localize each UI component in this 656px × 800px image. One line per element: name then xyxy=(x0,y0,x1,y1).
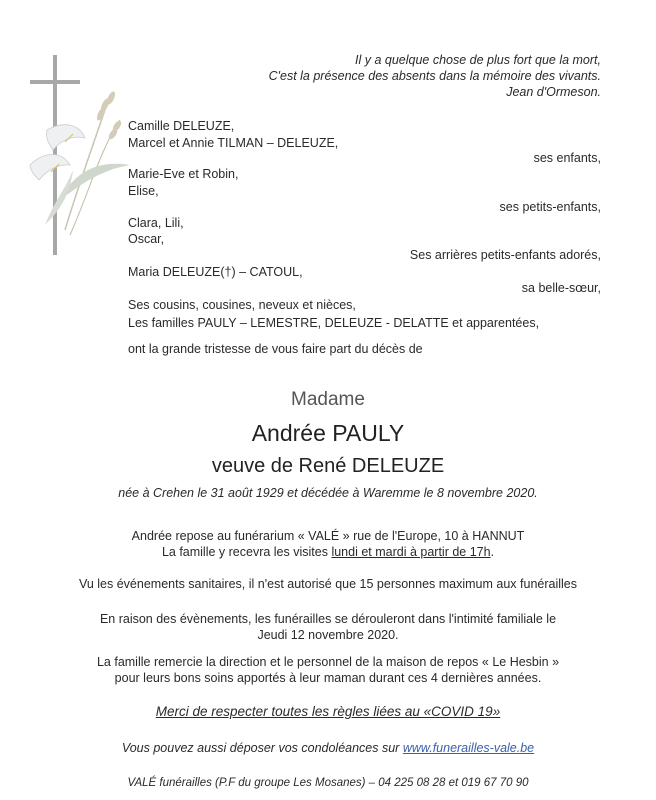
info-condolences-prefix: Vous pouvez aussi déposer vos condoléances sur xyxy=(121,741,403,755)
info-condolences xyxy=(0,741,656,756)
family-grandchildren-2: Elise, xyxy=(128,184,159,198)
info-thanks-1: La famille remercie la direction et le personnel de la maison de repos « Le Hesbin » xyxy=(96,655,560,669)
family-great-role: Ses arrières petits-enfants adorés, xyxy=(409,248,601,262)
family-great-2: Oscar, xyxy=(128,232,165,246)
info-visits xyxy=(0,545,656,560)
info-visits-days: lundi et mardi à partir de 17h xyxy=(331,545,491,559)
info-footer: VALÉ funérailles (P.F du groupe Les Mosanes) – 04 225 08 28 et 019 67 70 90 xyxy=(127,777,529,789)
deceased-title: Madame xyxy=(291,389,365,410)
cross-and-lily-icon xyxy=(25,50,135,260)
info-sanitary: Vu les événements sanitaires, il n'est autorisé que 15 personnes maximum aux funérailles xyxy=(78,577,578,591)
family-children-1: Camille DELEUZE, xyxy=(128,119,235,133)
deceased-name: Andrée PAULY xyxy=(251,420,405,446)
family-grandchildren-1: Marie-Eve et Robin, xyxy=(128,167,239,181)
info-repose: Andrée repose au funérarium « VALÉ » rue de l'Europe, 10 à HANNUT xyxy=(131,529,525,543)
deceased-widow: veuve de René DELEUZE xyxy=(211,455,445,477)
family-cousins: Ses cousins, cousines, neveux et nièces, xyxy=(128,298,356,312)
family-sister-in-law: Maria DELEUZE(†) – CATOUL, xyxy=(128,265,303,279)
deceased-dates: née à Crehen le 31 août 1929 et décédée à Waremme le 8 novembre 2020. xyxy=(118,486,538,500)
info-covid: Merci de respecter toutes les règles liées au «COVID 19» xyxy=(155,704,501,719)
family-children-role: ses enfants, xyxy=(533,151,601,165)
family-families: Les familles PAULY – LEMESTRE, DELEUZE - DELATTE et apparentées, xyxy=(128,316,540,330)
family-sister-role: sa belle-sœur, xyxy=(521,281,601,295)
info-thanks-2: pour leurs bons soins apportés à leur maman durant ces 4 dernières années. xyxy=(114,671,542,685)
info-visits-prefix: La famille y recevra les visites xyxy=(161,545,332,559)
family-great-1: Clara, Lili, xyxy=(128,216,184,230)
quote-author: Jean d'Ormeson. xyxy=(506,85,601,99)
info-funeral-date: Jeudi 12 novembre 2020. xyxy=(257,628,399,642)
family-grandchildren-role: ses petits-enfants, xyxy=(499,200,601,214)
family-children-2: Marcel et Annie TILMAN – DELEUZE, xyxy=(128,136,339,150)
condolences-link[interactable]: www.funerailles-vale.be xyxy=(402,741,535,755)
family-announce: ont la grande tristesse de vous faire part du décès de xyxy=(128,342,423,356)
quote-line-2: C'est la présence des absents dans la mémoire des vivants. xyxy=(268,69,601,83)
quote-line-1: Il y a quelque chose de plus fort que la mort, xyxy=(355,53,601,67)
info-visits-suffix: . xyxy=(490,545,495,559)
info-intimate: En raison des évènements, les funérailles se dérouleront dans l'intimité familiale le xyxy=(99,612,557,626)
